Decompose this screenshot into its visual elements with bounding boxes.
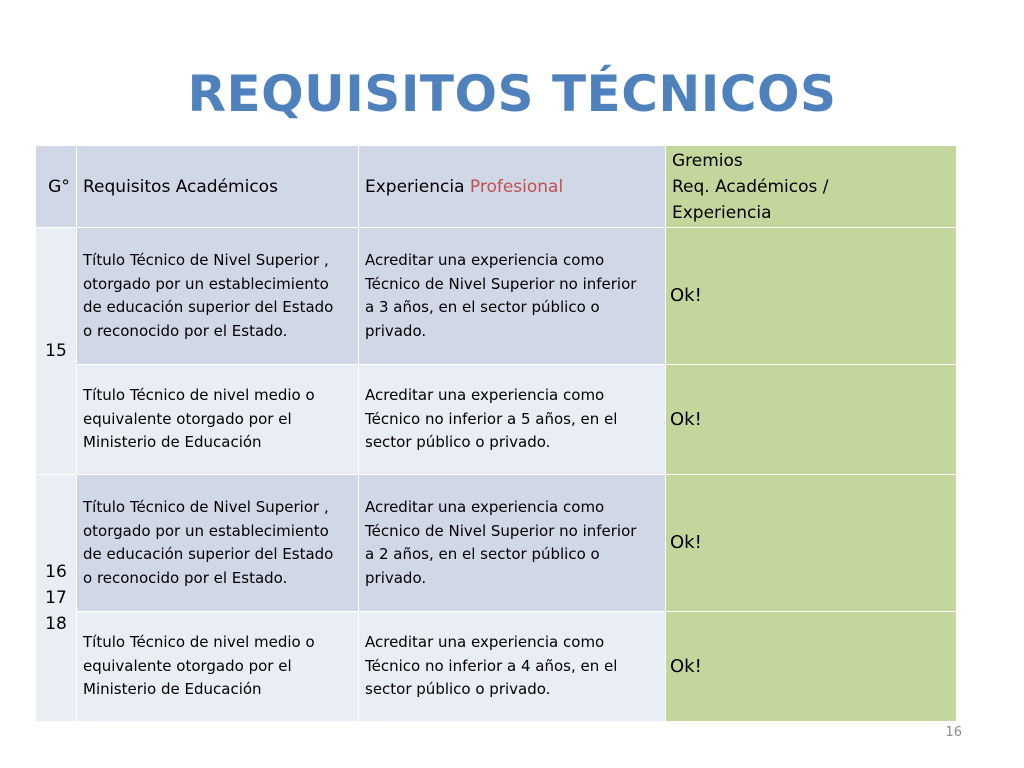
experiencia-cell: [359, 365, 666, 475]
gremios-status: Ok!: [666, 612, 957, 722]
text-line: privado.: [365, 568, 427, 587]
text-line: Acreditar una experiencia como: [365, 386, 605, 405]
table-header-row: [36, 146, 957, 228]
text-line: o reconocido por el Estado.: [83, 568, 288, 587]
text-line: Título Técnico de Nivel Superior ,: [83, 251, 329, 269]
header-gremios-line: Experiencia: [672, 202, 772, 223]
text-line: Técnico de Nivel Superior no inferior: [365, 274, 637, 293]
table-row: [36, 228, 957, 365]
header-experiencia-label: Experiencia: [365, 176, 470, 197]
text-line: Acreditar una experiencia como: [365, 251, 605, 269]
text-line: Acreditar una experiencia como: [365, 498, 605, 516]
grado-value: 15: [45, 341, 67, 361]
requirements-table: [35, 145, 957, 722]
text-line: equivalente otorgado por el: [83, 409, 292, 428]
grado-cell: [36, 475, 77, 722]
text-line: Ministerio de Educación: [83, 433, 262, 452]
text-line: a 3 años, en el sector público o: [365, 298, 600, 316]
text-line: Título Técnico de nivel medio o: [83, 386, 315, 405]
table-row: [36, 612, 957, 722]
text-line: Acreditar una experiencia como: [365, 633, 605, 652]
text-line: otorgado por un establecimiento: [83, 521, 329, 540]
text-line: Título Técnico de Nivel Superior ,: [83, 498, 329, 516]
text-line: Ministerio de Educación: [83, 680, 262, 699]
text-line: sector público o privado.: [365, 433, 551, 452]
text-line: a 2 años, en el sector público o: [365, 545, 600, 563]
text-line: Técnico no inferior a 4 años, en el: [365, 656, 618, 675]
experiencia-cell: [359, 612, 666, 722]
requisitos-academicos-cell: [77, 475, 359, 612]
grado-value: 18: [45, 614, 67, 634]
text-line: Técnico de Nivel Superior no inferior: [365, 521, 637, 540]
grado-cell: [36, 228, 77, 475]
text-line: equivalente otorgado por el: [83, 656, 292, 675]
text-line: de educación superior del Estado: [83, 545, 334, 563]
page-number: 16: [945, 725, 962, 740]
text-line: o reconocido por el Estado.: [83, 321, 288, 340]
text-line: Título Técnico de nivel medio o: [83, 633, 315, 652]
text-line: sector público o privado.: [365, 680, 551, 699]
table-row: [36, 475, 957, 612]
table-row: [36, 365, 957, 475]
text-line: otorgado por un establecimiento: [83, 274, 329, 293]
experiencia-cell: [359, 228, 666, 365]
requisitos-academicos-cell: [77, 365, 359, 475]
gremios-status: Ok!: [666, 475, 957, 612]
header-gremios-line: Req. Académicos /: [672, 176, 829, 197]
header-gremios: [666, 146, 957, 228]
requisitos-academicos-cell: [77, 228, 359, 365]
header-grado: G°: [36, 146, 77, 228]
header-gremios-line: Gremios: [672, 150, 743, 171]
grado-value: 16: [45, 562, 67, 582]
header-requisitos-academicos: Requisitos Académicos: [77, 146, 359, 228]
requisitos-academicos-cell: [77, 612, 359, 722]
grado-value: 17: [45, 588, 67, 608]
experiencia-cell: [359, 475, 666, 612]
header-profesional-label: Profesional: [469, 176, 564, 197]
gremios-status: Ok!: [666, 365, 957, 475]
text-line: privado.: [365, 321, 427, 340]
header-experiencia-profesional: [359, 146, 666, 228]
text-line: Técnico no inferior a 5 años, en el: [365, 409, 618, 428]
text-line: de educación superior del Estado: [83, 298, 334, 316]
gremios-status: Ok!: [666, 228, 957, 365]
page-title: REQUISITOS TÉCNICOS: [187, 65, 837, 123]
